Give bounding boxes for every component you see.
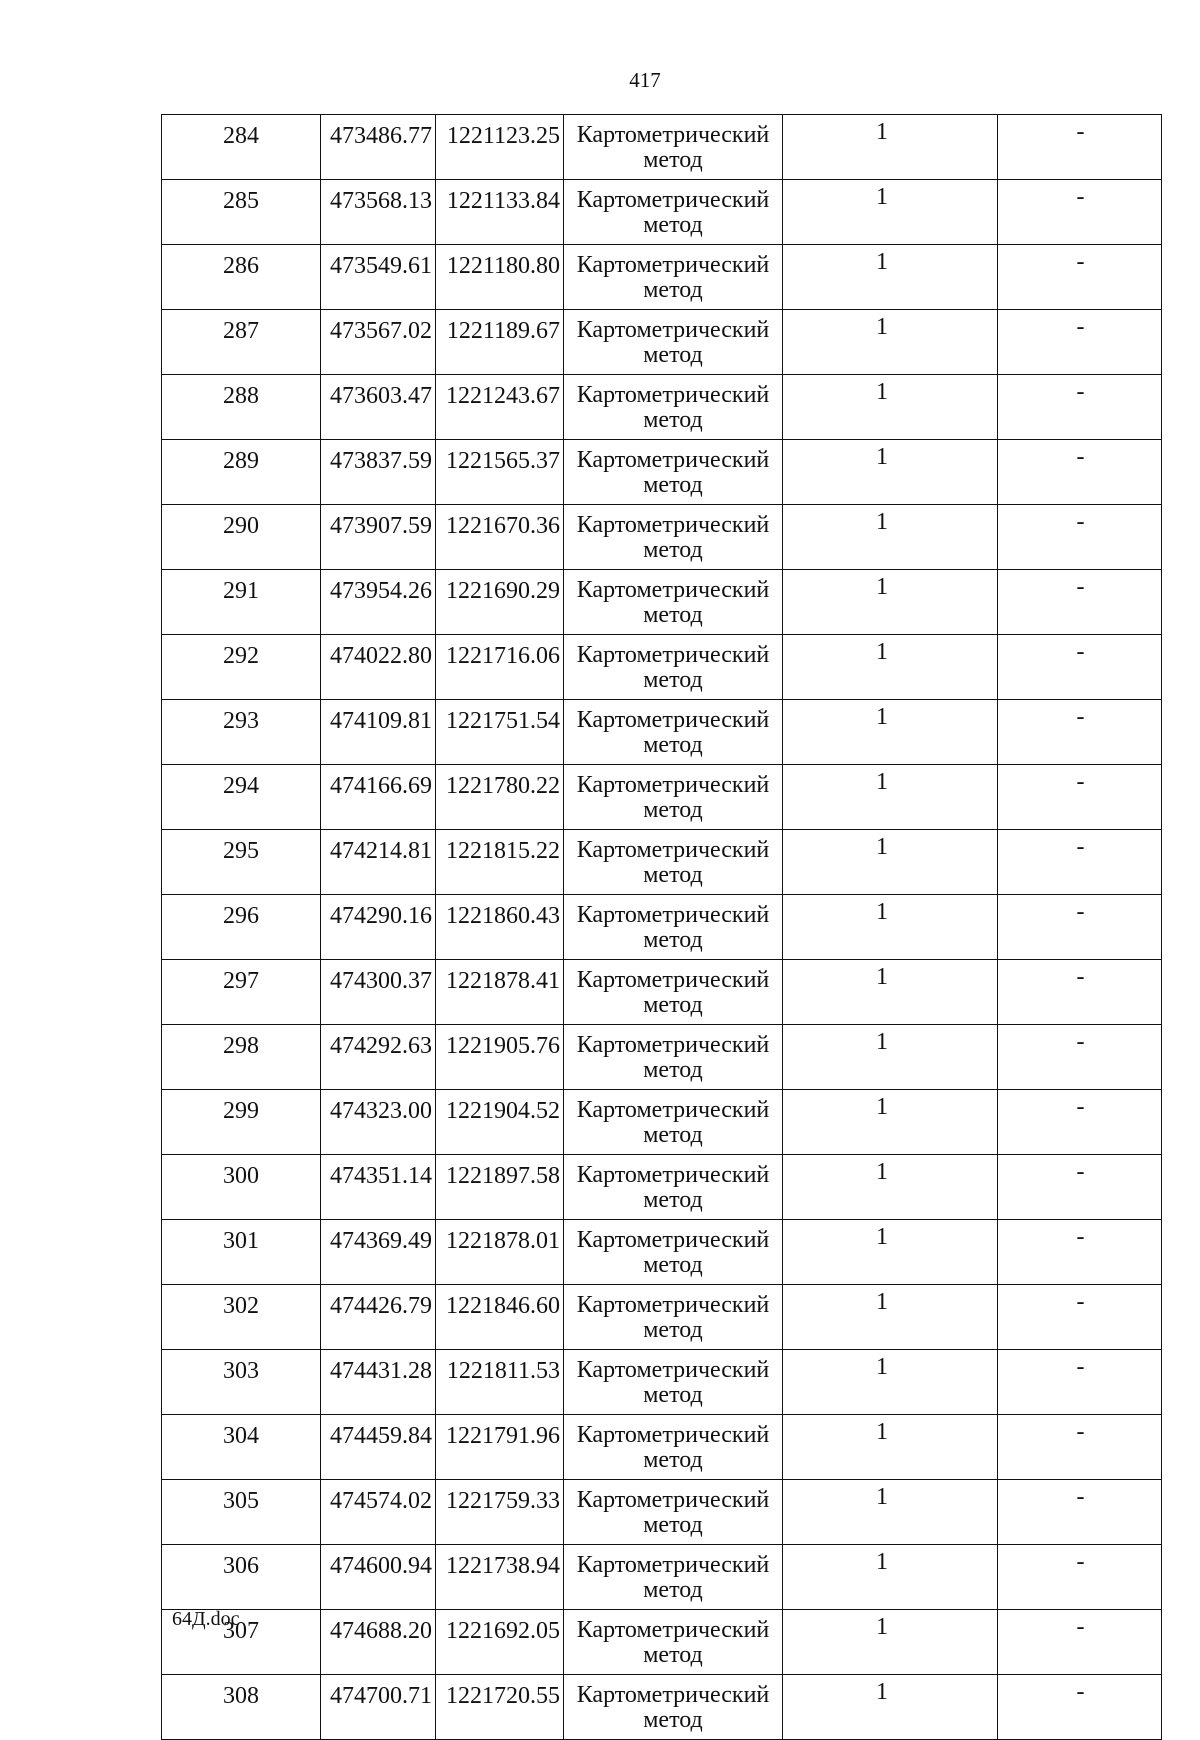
accuracy-cell: 1 [783,1545,998,1610]
point-number-cell: 290 [162,505,321,570]
accuracy-cell: 1 [783,765,998,830]
table-row [162,1350,1162,1415]
x-coordinate-cell: 474323.00 [321,1090,436,1155]
point-number-cell: 301 [162,1220,321,1285]
x-coordinate-cell: 474022.80 [321,635,436,700]
note-cell: - [998,1090,1162,1155]
point-number-cell: 286 [162,245,321,310]
y-coordinate-cell: 1221670.36 [436,505,564,570]
method-cell: Картометрический метод [564,1090,783,1155]
table-row [162,1025,1162,1090]
note-cell: - [998,115,1162,180]
method-cell: Картометрический метод [564,1415,783,1480]
accuracy-cell: 1 [783,180,998,245]
accuracy-cell: 1 [783,700,998,765]
accuracy-cell: 1 [783,960,998,1025]
point-number-cell: 302 [162,1285,321,1350]
y-coordinate-cell: 1221690.29 [436,570,564,635]
table-row [162,830,1162,895]
accuracy-cell: 1 [783,375,998,440]
accuracy-cell: 1 [783,1610,998,1675]
method-cell: Картометрический метод [564,180,783,245]
point-number-cell: 305 [162,1480,321,1545]
y-coordinate-cell: 1221692.05 [436,1610,564,1675]
accuracy-cell: 1 [783,1675,998,1740]
x-coordinate-cell: 474351.14 [321,1155,436,1220]
y-coordinate-cell: 1221565.37 [436,440,564,505]
table-row [162,440,1162,505]
y-coordinate-cell: 1221815.22 [436,830,564,895]
note-cell: - [998,830,1162,895]
y-coordinate-cell: 1221860.43 [436,895,564,960]
note-cell: - [998,1415,1162,1480]
coordinates-table-wrap [161,114,1131,1740]
note-cell: - [998,1480,1162,1545]
method-cell: Картометрический метод [564,1350,783,1415]
x-coordinate-cell: 473486.77 [321,115,436,180]
table-row [162,505,1162,570]
document-filename: 64Д.doc [172,1608,240,1630]
y-coordinate-cell: 1221180.80 [436,245,564,310]
table-row [162,1155,1162,1220]
y-coordinate-cell: 1221780.22 [436,765,564,830]
table-row [162,635,1162,700]
x-coordinate-cell: 474700.71 [321,1675,436,1740]
method-cell: Картометрический метод [564,830,783,895]
table-row [162,895,1162,960]
method-cell: Картометрический метод [564,505,783,570]
method-cell: Картометрический метод [564,570,783,635]
note-cell: - [998,440,1162,505]
method-cell: Картометрический метод [564,440,783,505]
note-cell: - [998,1545,1162,1610]
y-coordinate-cell: 1221759.33 [436,1480,564,1545]
note-cell: - [998,1610,1162,1675]
x-coordinate-cell: 474300.37 [321,960,436,1025]
method-cell: Картометрический метод [564,960,783,1025]
x-coordinate-cell: 474426.79 [321,1285,436,1350]
x-coordinate-cell: 473907.59 [321,505,436,570]
y-coordinate-cell: 1221751.54 [436,700,564,765]
method-cell: Картометрический метод [564,245,783,310]
table-row [162,1090,1162,1155]
method-cell: Картометрический метод [564,310,783,375]
point-number-cell: 299 [162,1090,321,1155]
method-cell: Картометрический метод [564,635,783,700]
y-coordinate-cell: 1221716.06 [436,635,564,700]
y-coordinate-cell: 1221133.84 [436,180,564,245]
table-row [162,1545,1162,1610]
accuracy-cell: 1 [783,505,998,570]
table-row [162,180,1162,245]
method-cell: Картометрический метод [564,700,783,765]
x-coordinate-cell: 474166.69 [321,765,436,830]
note-cell: - [998,1025,1162,1090]
point-number-cell: 289 [162,440,321,505]
x-coordinate-cell: 473603.47 [321,375,436,440]
method-cell: Картометрический метод [564,1220,783,1285]
method-cell: Картометрический метод [564,1155,783,1220]
accuracy-cell: 1 [783,1090,998,1155]
note-cell: - [998,375,1162,440]
note-cell: - [998,765,1162,830]
x-coordinate-cell: 474459.84 [321,1415,436,1480]
note-cell: - [998,505,1162,570]
note-cell: - [998,180,1162,245]
x-coordinate-cell: 473837.59 [321,440,436,505]
point-number-cell: 287 [162,310,321,375]
x-coordinate-cell: 474574.02 [321,1480,436,1545]
accuracy-cell: 1 [783,245,998,310]
y-coordinate-cell: 1221811.53 [436,1350,564,1415]
note-cell: - [998,700,1162,765]
table-row [162,960,1162,1025]
point-number-cell: 292 [162,635,321,700]
x-coordinate-cell: 474688.20 [321,1610,436,1675]
point-number-cell: 293 [162,700,321,765]
point-number-cell: 284 [162,115,321,180]
page-number: 417 [629,68,661,92]
method-cell: Картометрический метод [564,1025,783,1090]
point-number-cell: 294 [162,765,321,830]
note-cell: - [998,1350,1162,1415]
y-coordinate-cell: 1221720.55 [436,1675,564,1740]
point-number-cell: 308 [162,1675,321,1740]
point-number-cell: 304 [162,1415,321,1480]
y-coordinate-cell: 1221189.67 [436,310,564,375]
accuracy-cell: 1 [783,895,998,960]
accuracy-cell: 1 [783,440,998,505]
x-coordinate-cell: 473568.13 [321,180,436,245]
point-number-cell: 291 [162,570,321,635]
method-cell: Картометрический метод [564,1480,783,1545]
x-coordinate-cell: 474292.63 [321,1025,436,1090]
coordinates-table-body [162,115,1162,1740]
point-number-cell: 298 [162,1025,321,1090]
point-number-cell: 285 [162,180,321,245]
y-coordinate-cell: 1221846.60 [436,1285,564,1350]
table-row [162,1285,1162,1350]
table-row [162,1415,1162,1480]
x-coordinate-cell: 473549.61 [321,245,436,310]
x-coordinate-cell: 474109.81 [321,700,436,765]
accuracy-cell: 1 [783,1155,998,1220]
note-cell: - [998,1675,1162,1740]
method-cell: Картометрический метод [564,1675,783,1740]
note-cell: - [998,1285,1162,1350]
x-coordinate-cell: 473567.02 [321,310,436,375]
accuracy-cell: 1 [783,635,998,700]
y-coordinate-cell: 1221904.52 [436,1090,564,1155]
accuracy-cell: 1 [783,1025,998,1090]
coordinates-table [161,114,1162,1740]
table-row [162,115,1162,180]
method-cell: Картометрический метод [564,765,783,830]
x-coordinate-cell: 474369.49 [321,1220,436,1285]
method-cell: Картометрический метод [564,1285,783,1350]
accuracy-cell: 1 [783,1220,998,1285]
point-number-cell: 306 [162,1545,321,1610]
table-row [162,1220,1162,1285]
method-cell: Картометрический метод [564,1545,783,1610]
table-row [162,1610,1162,1675]
method-cell: Картометрический метод [564,1610,783,1675]
y-coordinate-cell: 1221123.25 [436,115,564,180]
point-number-cell: 297 [162,960,321,1025]
note-cell: - [998,310,1162,375]
table-row [162,1480,1162,1545]
y-coordinate-cell: 1221738.94 [436,1545,564,1610]
x-coordinate-cell: 474214.81 [321,830,436,895]
x-coordinate-cell: 474431.28 [321,1350,436,1415]
y-coordinate-cell: 1221897.58 [436,1155,564,1220]
y-coordinate-cell: 1221243.67 [436,375,564,440]
note-cell: - [998,570,1162,635]
table-row [162,700,1162,765]
method-cell: Картометрический метод [564,115,783,180]
y-coordinate-cell: 1221878.41 [436,960,564,1025]
method-cell: Картометрический метод [564,895,783,960]
note-cell: - [998,635,1162,700]
accuracy-cell: 1 [783,1285,998,1350]
table-row [162,570,1162,635]
accuracy-cell: 1 [783,1480,998,1545]
x-coordinate-cell: 474600.94 [321,1545,436,1610]
table-row [162,1675,1162,1740]
method-cell: Картометрический метод [564,375,783,440]
note-cell: - [998,1155,1162,1220]
point-number-cell: 300 [162,1155,321,1220]
accuracy-cell: 1 [783,1350,998,1415]
x-coordinate-cell: 474290.16 [321,895,436,960]
y-coordinate-cell: 1221905.76 [436,1025,564,1090]
point-number-cell: 295 [162,830,321,895]
table-row [162,245,1162,310]
accuracy-cell: 1 [783,115,998,180]
accuracy-cell: 1 [783,1415,998,1480]
accuracy-cell: 1 [783,830,998,895]
table-row [162,765,1162,830]
table-row [162,375,1162,440]
point-number-cell: 296 [162,895,321,960]
note-cell: - [998,960,1162,1025]
note-cell: - [998,1220,1162,1285]
accuracy-cell: 1 [783,570,998,635]
table-row [162,310,1162,375]
note-cell: - [998,895,1162,960]
note-cell: - [998,245,1162,310]
x-coordinate-cell: 473954.26 [321,570,436,635]
point-number-cell: 307 [162,1610,321,1675]
y-coordinate-cell: 1221791.96 [436,1415,564,1480]
point-number-cell: 288 [162,375,321,440]
point-number-cell: 303 [162,1350,321,1415]
y-coordinate-cell: 1221878.01 [436,1220,564,1285]
accuracy-cell: 1 [783,310,998,375]
